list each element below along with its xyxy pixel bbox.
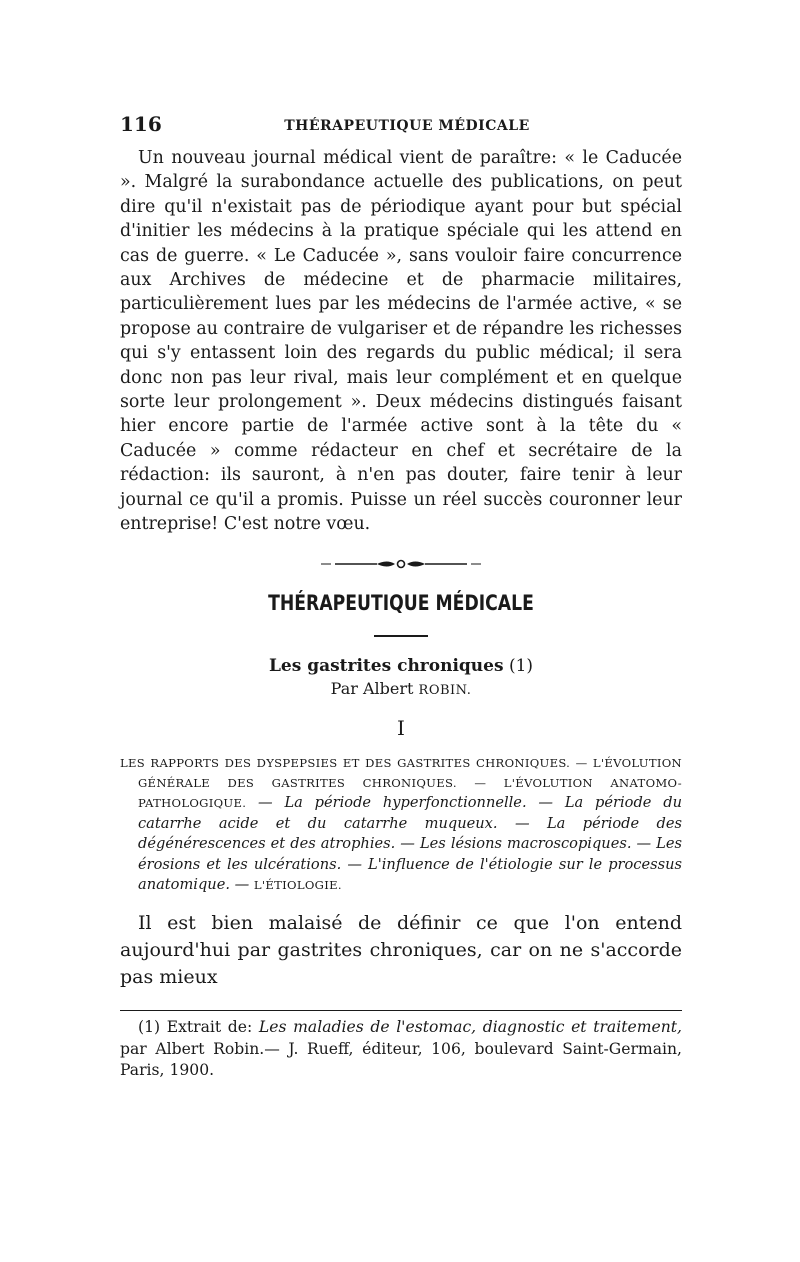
footnote: [120, 1017, 682, 1082]
summary-closing-part: L'ÉTIOLOGIE.: [253, 877, 342, 892]
running-head: [120, 112, 682, 142]
footnote-reference: (1): [508, 655, 534, 676]
summary-caps-part: LES RAPPORTS DES DYSPEPSIES ET DES GASTRITES CHRONIQUES. — L'ÉVOLUTION GÉNÉRALE DES GASTRITES CHRONIQUES. — L'ÉVOLUTION ANATOMO-PATHOLOGIQUE.: [120, 755, 682, 811]
lead-paragraph: Il est bien malaisé de définir ce que l'on entend aujourd'hui par gastrites chroniques, car on ne s'accorde pas mieux: [120, 911, 682, 988]
document-page: [120, 112, 682, 1097]
article-author: [120, 677, 682, 703]
page-number: 116: [120, 112, 162, 136]
news-paragraph: Un nouveau journal médical vient de paraître: « le Caducée ». Malgré la surabondance actuelle des publications, on peut dire qu'il n'existait pas de périodique ayant pour but spécial d'initier les médecins à la pratique spéciale qui les attend en cas de guerre. « Le Caducée », sans vouloir faire concurrence aux Archives de médecine et de pharmacie militaires, particulièrement lues par les médecins de l'armée active, « se propose au contraire de vulgariser et de répandre les richesses qui s'y entassent loin des regards du public médical; il sera donc non pas leur rival, mais leur complément et en quelque sorte leur prolongement ». Deux médecins distingués faisant hier encore partie de l'armée active sont à la tête du « Caducée » comme rédacteur en chef et secrétaire de la rédaction: ils sauront, à n'en pas douter, faire tenir à leur journal ce qu'il a promis. Puisse un réel succès couronner leur entreprise! C'est notre vœu.: [120, 148, 682, 535]
section-ornament: [321, 557, 481, 571]
article-title-text: Les gastrites chroniques: [268, 655, 504, 676]
footnote-rest: par Albert Robin.— J. Rueff, éditeur, 106, boulevard Saint-Germain, Paris, 1900.: [120, 1039, 682, 1080]
chapter-summary: [120, 753, 682, 896]
section-title: THÉRAPEUTIQUE MÉDICALE: [268, 590, 534, 615]
summary-italic-part: — La période hyperfonctionnelle. — La période du catarrhe acide et du catarrhe muqueux. — La période des dégénérescences et des atrophies. — Les lésions macroscopiques. — Les érosions et les ulcérations. — L'influence de l'étiologie sur le processus anatomique. —: [138, 794, 682, 893]
article-title: [120, 655, 682, 677]
author-name: ROBIN.: [418, 682, 472, 698]
footnote-marker: (1) Extrait de:: [138, 1017, 253, 1036]
footnote-book-title: Les maladies de l'estomac, diagnostic et traitement,: [258, 1017, 682, 1036]
part-numeral: I: [397, 715, 405, 740]
author-prefix: Par Albert: [330, 678, 414, 698]
running-title: THÉRAPEUTIQUE MÉDICALE: [284, 118, 530, 134]
footnote-rule: [120, 1010, 682, 1011]
title-rule: [374, 635, 428, 637]
